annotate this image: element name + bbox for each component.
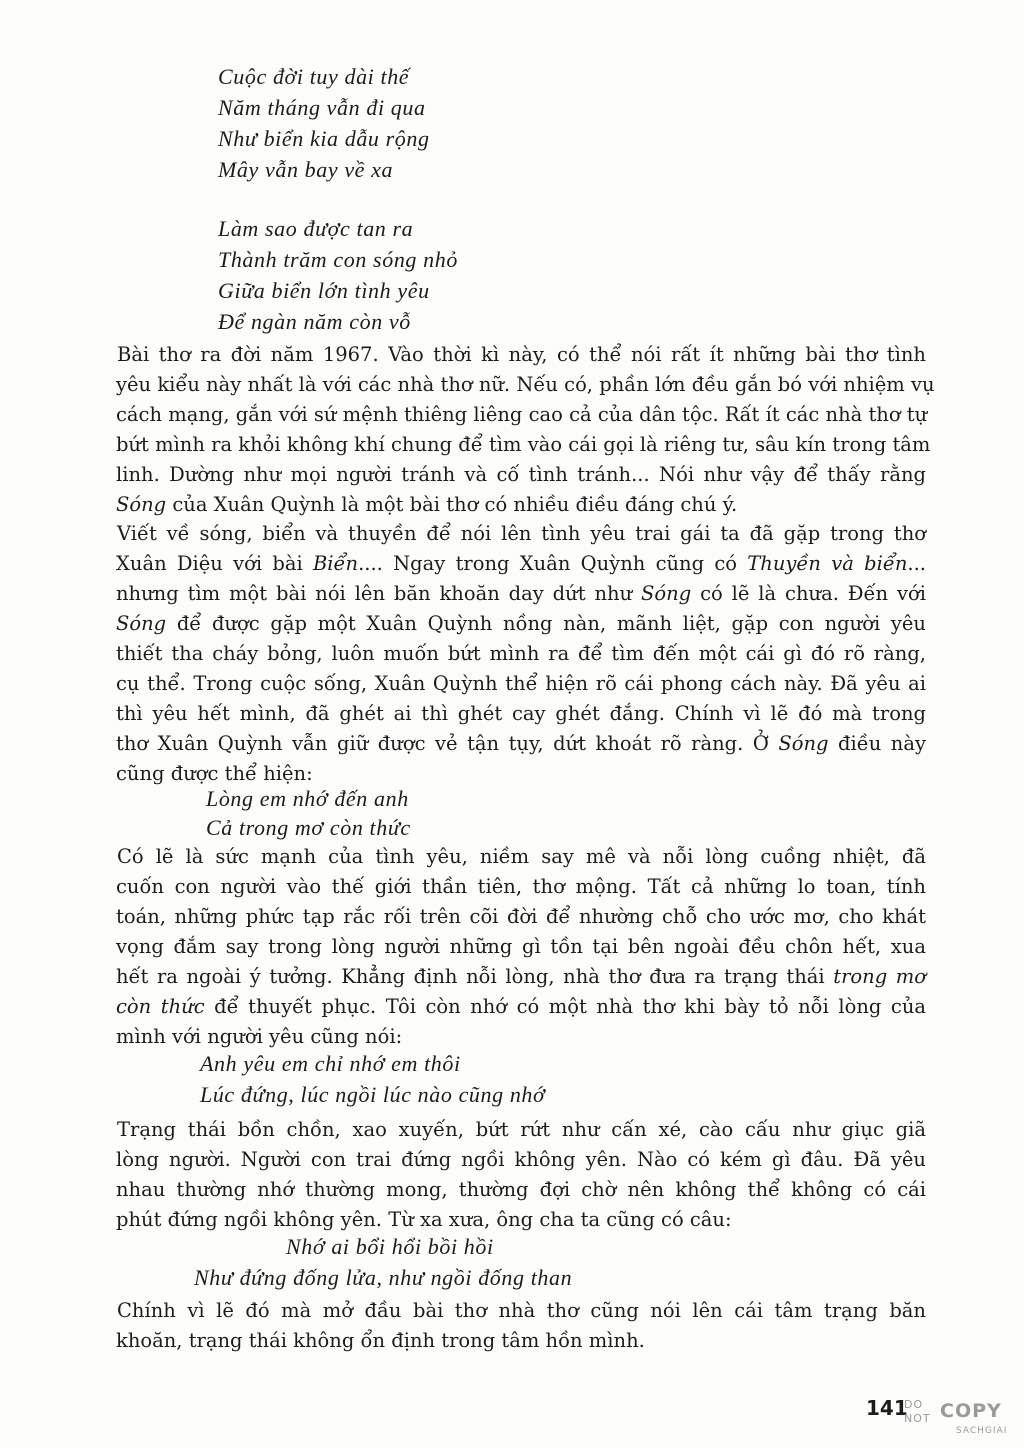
quote-line: Nhớ ai bổi hổi bồi hồi [286, 1234, 494, 1259]
work-title: Sóng [116, 612, 167, 635]
text-line [116, 962, 926, 992]
text-line: thiết tha cháy bỏng, luôn muốn bứt mình ra để tìm đến một cái gì đó rõ ràng, [116, 642, 926, 665]
text-run: điều này [828, 732, 926, 755]
text-line: Có lẽ là sức mạnh của tình yêu, niềm say mê và nỗi lòng cuồng nhiệt, đã [117, 845, 926, 868]
text-line: cuốn con người vào thế giới thần tiên, thơ mộng. Tất cả những lo toan, tính [116, 875, 926, 898]
poem-line: Năm tháng vẫn đi qua [218, 95, 426, 120]
work-title: Biển [312, 552, 359, 575]
text-line: toán, những phức tạp rắc rối trên cõi đời để nhường chỗ cho ước mơ, cho khát [116, 905, 926, 928]
work-title: Sóng [778, 732, 829, 755]
watermark-text: DO [904, 1398, 924, 1411]
text-line: cũng được thể hiện: [116, 762, 313, 785]
text-run: để thuyết phục. Tôi còn nhớ có một nhà thơ khi bày tỏ nỗi lòng của [204, 995, 926, 1018]
quote-line: Lòng em nhớ đến anh [206, 786, 409, 811]
page-number: 141 [866, 1396, 908, 1420]
text-run: có lẽ là chưa. Đến với [691, 582, 926, 605]
watermark-text: COPY [940, 1400, 1002, 1422]
poem-line: Như biển kia dẫu rộng [218, 126, 430, 151]
paragraph-3 [116, 842, 926, 1052]
text-line: Viết về sóng, biển và thuyền để nói lên tình yêu trai gái ta đã gặp trong thơ [117, 522, 926, 545]
text-line [116, 992, 926, 1022]
text-line: Trạng thái bồn chồn, xao xuyến, bứt rứt như cấn xé, cào cấu như giục giã [117, 1118, 926, 1141]
text-line [116, 609, 926, 639]
text-line: khoăn, trạng thái không ổn định trong tâm hồn mình. [116, 1329, 645, 1352]
poem-line: Giữa biển lớn tình yêu [218, 278, 430, 303]
poem-line: Làm sao được tan ra [218, 216, 414, 241]
text-line: phút đứng ngồi không yên. Từ xa xưa, ông cha ta cũng có câu: [116, 1208, 732, 1231]
watermark-logo [904, 1398, 1014, 1442]
emphasis: còn thức [116, 995, 205, 1018]
text-line: yêu kiểu này nhất là với các nhà thơ nữ. Nếu có, phần lớn đều gắn bó với nhiệm vụ [116, 373, 935, 396]
text-line [116, 490, 926, 520]
work-title: Thuyền và biển [747, 552, 908, 575]
text-line: nhau thường nhớ thường mong, thường đợi chờ nên không thể không có cái [116, 1178, 926, 1201]
text-line: linh. Dường như mọi người tránh và cố tình tránh... Nói như vậy để thấy rằng [116, 463, 926, 486]
text-run: thơ Xuân Quỳnh vẫn giữ được vẻ tận tụy, dứt khoát rõ ràng. Ở [116, 732, 779, 755]
text-line: lòng người. Người con trai đứng ngồi không yên. Nào có kém gì đâu. Đã yêu [116, 1148, 926, 1171]
text-run: ... [907, 552, 926, 575]
quote-line: Cả trong mơ còn thức [206, 815, 411, 840]
poem-line: Thành trăm con sóng nhỏ [218, 247, 458, 272]
paragraph-2 [116, 519, 926, 789]
quote-line: Như đứng đống lửa, như ngồi đống than [194, 1265, 573, 1290]
text-line: Chính vì lẽ đó mà mở đầu bài thơ nhà thơ cũng nói lên cái tâm trạng băn [117, 1299, 926, 1322]
text-line [116, 549, 926, 579]
text-line: cách mạng, gắn với sứ mệnh thiêng liêng cao cả của dân tộc. Rất ít các nhà thơ tự [116, 403, 928, 426]
quote-line: Anh yêu em chỉ nhớ em thôi [200, 1051, 461, 1076]
text-line [116, 579, 926, 609]
paragraph-1 [116, 340, 935, 520]
emphasis: trong mơ [833, 965, 926, 988]
poem-line: Để ngàn năm còn vỗ [218, 309, 411, 334]
text-line [116, 729, 926, 759]
text-run: nhưng tìm một bài nói lên băn khoăn day dứt như [116, 582, 642, 605]
text-line: cụ thể. Trong cuộc sống, Xuân Quỳnh thể hiện rõ cái phong cách này. Đã yêu ai [116, 672, 926, 695]
quote-line: Lúc đứng, lúc ngồi lúc nào cũng nhớ [200, 1082, 546, 1107]
text-line: vọng đắm say trong lòng người những gì tồn tại bên ngoài đều chôn hết, xua [116, 935, 926, 958]
text-line: Bài thơ ra đời năm 1967. Vào thời kì này, có thể nói rất ít những bài thơ tình [117, 343, 926, 366]
poem-line: Cuộc đời tuy dài thế [218, 64, 410, 89]
paragraph-4 [116, 1115, 926, 1235]
text-line: mình với người yêu cũng nói: [116, 1025, 403, 1048]
text-run: của Xuân Quỳnh là một bài thơ có nhiều điều đáng chú ý. [166, 493, 738, 516]
text-run: Xuân Diệu với bài [116, 552, 313, 575]
watermark-text: SACHGIAI [956, 1426, 1008, 1436]
text-run: .... Ngay trong Xuân Quỳnh cũng có [358, 552, 748, 575]
watermark-text: NOT [904, 1412, 931, 1425]
text-line: thì yêu hết mình, đã ghét ai thì ghét cay ghét đắng. Chính vì lẽ đó mà trong [116, 702, 926, 725]
work-title: Sóng [116, 493, 167, 516]
text-run: hết ra ngoài ý tưởng. Khẳng định nỗi lòng, nhà thơ đưa ra trạng thái [116, 965, 834, 988]
text-line: bứt mình ra khỏi không khí chung để tìm vào cái gọi là riêng tư, sâu kín trong tâm [116, 433, 931, 456]
text-run: để được gặp một Xuân Quỳnh nồng nàn, mãnh liệt, gặp con người yêu [166, 612, 926, 635]
work-title: Sóng [641, 582, 692, 605]
poem-line: Mây vẫn bay về xa [218, 157, 394, 182]
paragraph-5 [116, 1296, 926, 1356]
